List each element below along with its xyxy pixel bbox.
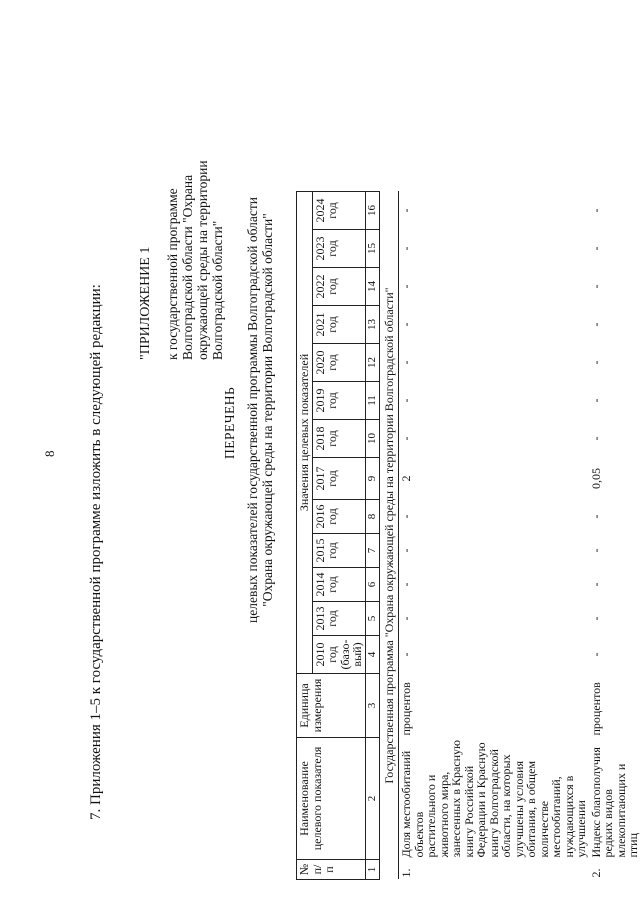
column-number: 3 bbox=[365, 674, 379, 738]
column-numbers-row bbox=[365, 192, 379, 880]
indicator-value: - bbox=[588, 208, 603, 213]
column-number: 10 bbox=[365, 420, 379, 458]
indicator-value: - bbox=[399, 284, 413, 289]
year-header: 2017 год bbox=[312, 458, 365, 500]
year-header: 2010 год (базо-вый) bbox=[312, 636, 365, 674]
column-number: 15 bbox=[365, 230, 379, 268]
year-header: 2014 год bbox=[312, 568, 365, 602]
table-body bbox=[399, 192, 640, 880]
indicator-value: - bbox=[399, 436, 413, 441]
column-number: 14 bbox=[365, 268, 379, 306]
year-header: 2020 год bbox=[312, 344, 365, 382]
indicator-value: - bbox=[588, 398, 603, 403]
column-number: 6 bbox=[365, 568, 379, 602]
year-header: 2022 год bbox=[312, 268, 365, 306]
indicator-value: - bbox=[399, 582, 413, 587]
year-header: 2015 год bbox=[312, 534, 365, 568]
page-number: 8 bbox=[42, 450, 57, 457]
row-number: 2. bbox=[588, 868, 603, 878]
indicator-value: - bbox=[399, 208, 413, 213]
indicator-value: - bbox=[588, 322, 603, 327]
indicator-value: - bbox=[399, 652, 413, 657]
indicator-name: Индекс благополучия редких видов млекопитающих и птиц bbox=[588, 747, 640, 858]
indicator-value: - bbox=[588, 360, 603, 365]
indicator-unit: процентов bbox=[588, 682, 603, 736]
column-number: 4 bbox=[365, 636, 379, 674]
column-number: 13 bbox=[365, 306, 379, 344]
year-header: 2023 год bbox=[312, 230, 365, 268]
year-header: 2019 год bbox=[312, 382, 365, 420]
column-number: 16 bbox=[365, 192, 379, 230]
list-title: ПЕРЕЧЕНЬ bbox=[222, 386, 237, 459]
table-row bbox=[399, 192, 589, 880]
indicator-value: - bbox=[399, 514, 413, 519]
column-number: 7 bbox=[365, 534, 379, 568]
header-values: Значения целевых показателей bbox=[297, 192, 313, 674]
indicator-value: - bbox=[588, 548, 603, 553]
column-number: 9 bbox=[365, 458, 379, 500]
indicator-value: - bbox=[399, 246, 413, 251]
indicator-value: - bbox=[399, 616, 413, 621]
column-number: 2 bbox=[365, 738, 379, 860]
column-number: 8 bbox=[365, 500, 379, 534]
indicator-value: - bbox=[588, 582, 603, 587]
appendix-title: "ПРИЛОЖЕНИЕ 1 bbox=[138, 246, 153, 360]
indicator-value: - bbox=[399, 360, 413, 365]
indicator-value: - bbox=[588, 436, 603, 441]
column-number: 1 bbox=[365, 860, 379, 880]
year-header: 2024 год bbox=[312, 192, 365, 230]
year-header: 2021 год bbox=[312, 306, 365, 344]
indicator-value: - bbox=[588, 246, 603, 251]
column-number: 12 bbox=[365, 344, 379, 382]
list-subtitle-1: целевых показателей государственной программы Волгоградской области bbox=[245, 197, 260, 623]
indicator-value: 2 bbox=[399, 475, 413, 482]
header-unit: Единица измерения bbox=[297, 674, 366, 738]
header-indicator-name: Наименование целевого показателя bbox=[297, 738, 366, 860]
indicators-table bbox=[296, 191, 640, 880]
year-header: 2018 год bbox=[312, 420, 365, 458]
column-number: 5 bbox=[365, 602, 379, 636]
year-header: 2016 год bbox=[312, 500, 365, 534]
column-number: 11 bbox=[365, 382, 379, 420]
indicator-value: - bbox=[588, 652, 603, 657]
indicator-value: - bbox=[399, 398, 413, 403]
list-subtitle-2: "Охрана окружающей среды на территории Волгоградской области" bbox=[260, 213, 275, 607]
appendix-body: к государственной программе Волгоградской области "Охрана окружающей среды на территории Волгоградской области" bbox=[165, 160, 225, 360]
section-title: Государственная программа "Охрана окружающей среды на территории Волгоградской области" bbox=[379, 192, 399, 880]
header-number: № п/п bbox=[297, 860, 366, 880]
row-number: 1. bbox=[399, 868, 413, 878]
indicator-value: - bbox=[399, 548, 413, 553]
table-row bbox=[589, 192, 640, 880]
indicator-unit: процентов bbox=[399, 682, 413, 736]
indicator-value: - bbox=[399, 322, 413, 327]
indicator-value: - bbox=[588, 616, 603, 621]
indicator-name: Доля местообитаний объектов растительного и животного мира, занесенных в Красную книгу Российской Федерации и Красную книгу Волгоградской области, на которых улучшены условия обитания, в общем количестве местообитаний, нуждающихся в улучшении bbox=[399, 739, 588, 858]
indicator-value: 0,05 bbox=[588, 468, 603, 489]
indicator-value: - bbox=[588, 284, 603, 289]
indicator-value: - bbox=[588, 514, 603, 519]
intro-paragraph: 7. Приложения 1–5 к государственной программе изложить в следующей редакции: bbox=[88, 284, 104, 820]
year-header: 2013 год bbox=[312, 602, 365, 636]
